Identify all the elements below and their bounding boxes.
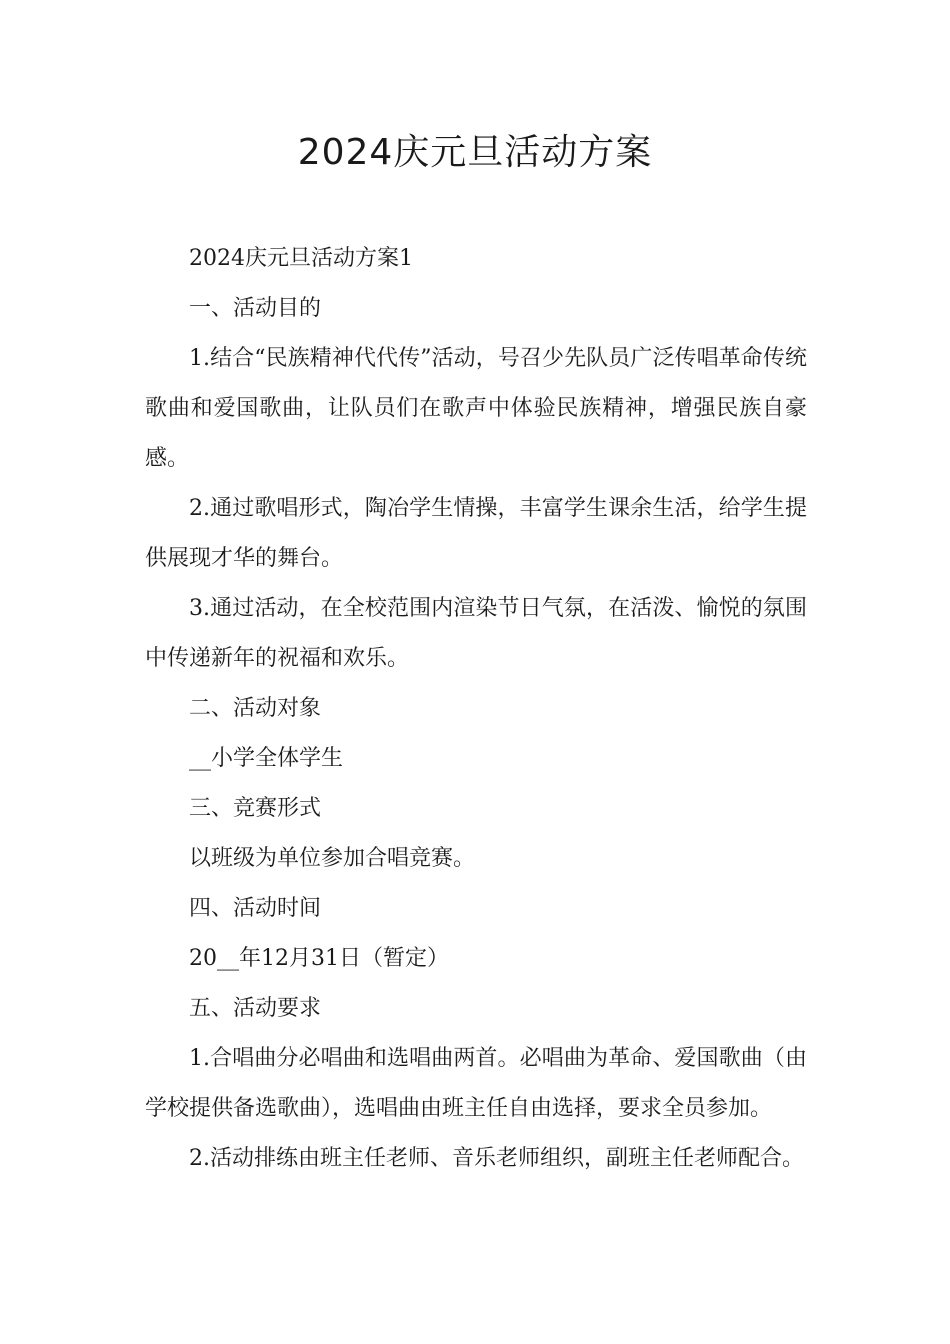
document-title: 2024庆元旦活动方案 xyxy=(297,132,653,173)
heading-format: 三、竞赛形式 xyxy=(189,796,322,821)
document-body xyxy=(145,234,807,1184)
heading-purpose: 一、活动目的 xyxy=(189,296,322,321)
paragraph-requirement-1: 1.合唱曲分必唱曲和选唱曲两首。必唱曲为革命、爱国歌曲（由学校提供备选歌曲），选唱曲由班主任自由选择，要求全员参加。 xyxy=(145,1046,807,1121)
paragraph-purpose-1: 1.结合“民族精神代代传”活动，号召少先队员广泛传唱革命传统歌曲和爱国歌曲，让队员们在歌声中体验民族精神，增强民族自豪感。 xyxy=(145,346,807,471)
paragraph-requirement-2: 2.活动排练由班主任老师、音乐老师组织，副班主任老师配合。 xyxy=(189,1146,804,1171)
paragraph-audience: __小学全体学生 xyxy=(189,746,344,771)
heading-audience: 二、活动对象 xyxy=(189,696,322,721)
heading-time: 四、活动时间 xyxy=(189,896,322,921)
paragraph-format: 以班级为单位参加合唱竞赛。 xyxy=(189,846,476,871)
paragraph-purpose-3: 3.通过活动，在全校范围内渲染节日气氛，在活泼、愉悦的氛围中传递新年的祝福和欢乐。 xyxy=(145,596,807,671)
paragraph-time: 20__年12月31日（暂定） xyxy=(189,946,449,971)
heading-requirements: 五、活动要求 xyxy=(189,996,322,1021)
paragraph-subtitle: 2024庆元旦活动方案1 xyxy=(189,246,413,271)
paragraph-purpose-2: 2.通过歌唱形式，陶冶学生情操，丰富学生课余生活，给学生提供展现才华的舞台。 xyxy=(145,496,807,571)
